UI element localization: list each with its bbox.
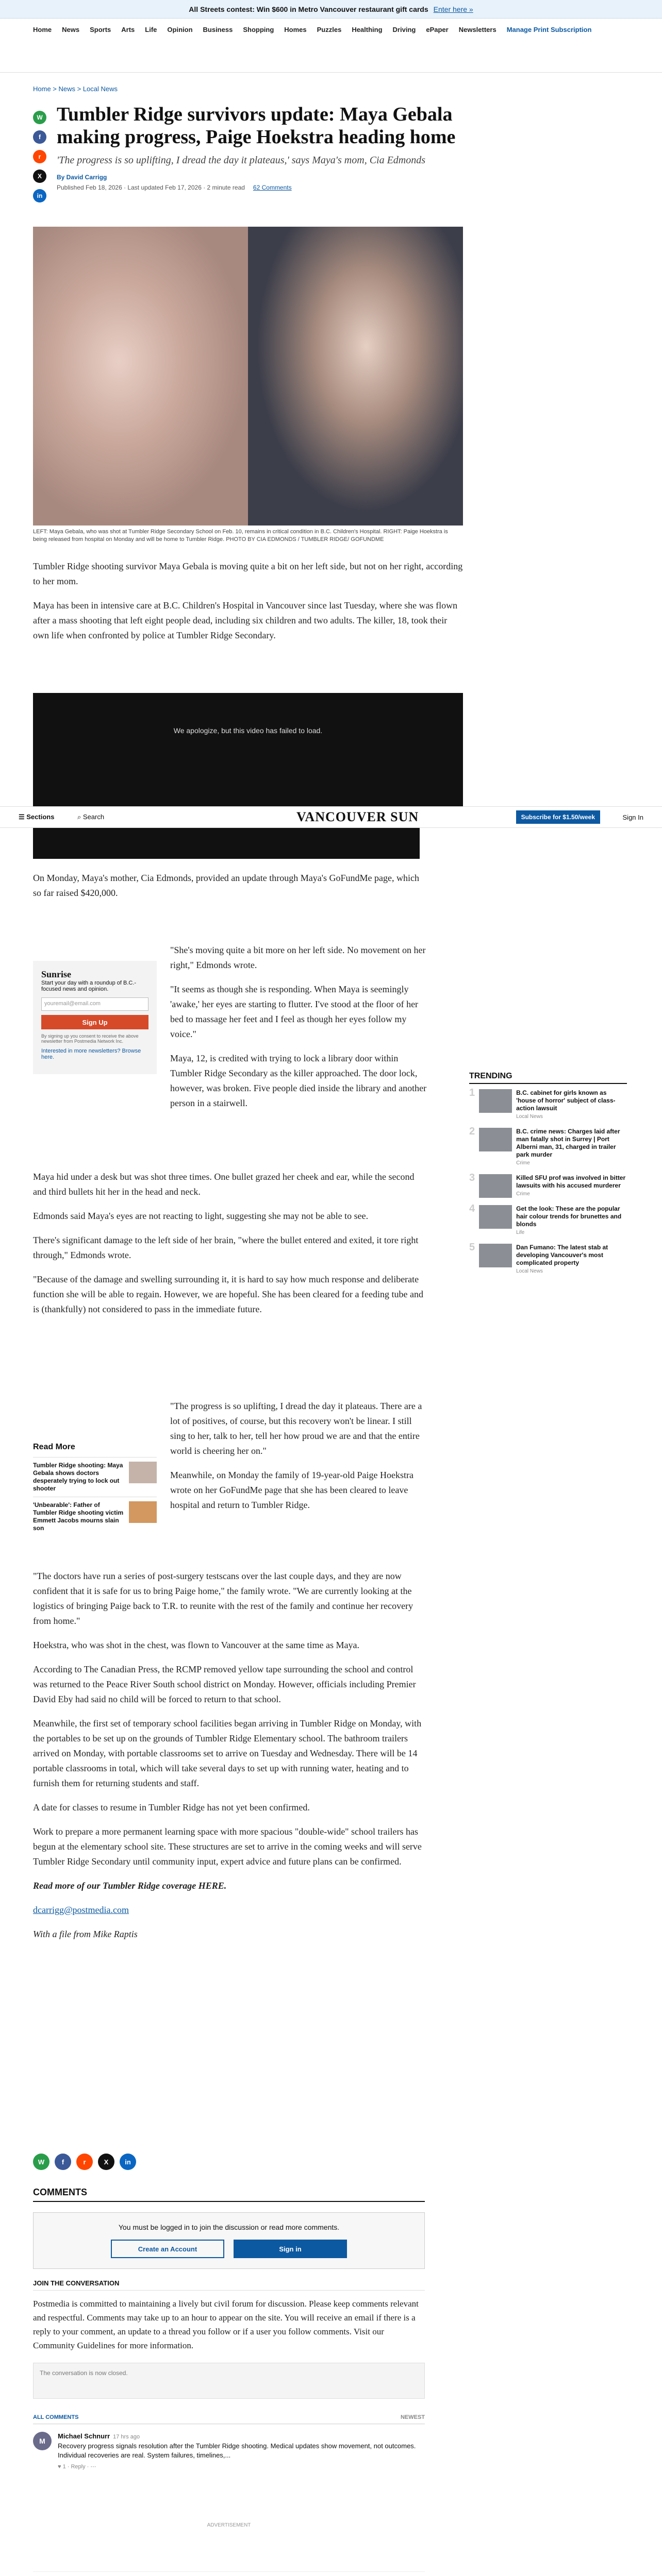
site-header	[0, 19, 662, 73]
paragraph: "Because of the damage and swelling surrounding it, it is hard to say how much response and deliberate function she will be able to regain. However, we are hopeful. She has been cleared for a feeding tube and is (thankfully) not considered to pass in the immediate future.	[33, 1274, 423, 1314]
trending-item[interactable]	[469, 1244, 627, 1275]
paragraph: According to The Canadian Press, the RCMP removed yellow tape surrounding the school and control was returned to the Peace River South school district on Monday. However, officials including Premier David Eby had said no child will be forced to return to that school.	[33, 1664, 416, 1704]
video-error: We apologize, but this video has failed to load.	[173, 726, 323, 735]
search-icon[interactable]: ⌕ Search	[77, 813, 105, 821]
read-more-item[interactable]	[33, 1497, 157, 1536]
read-more-link[interactable]: 'Unbearable': Father of Tumbler Ridge shooting victim Emmett Jacobs mourns slain son	[33, 1501, 124, 1532]
trending-thumb	[479, 1244, 512, 1267]
whatsapp-icon[interactable]: W	[33, 2154, 49, 2170]
trending-thumb	[479, 1174, 512, 1198]
read-more-thumb	[129, 1462, 157, 1483]
video-player[interactable]	[33, 693, 463, 768]
trending-rank: 5	[469, 1242, 475, 1253]
email-link[interactable]: dcarrigg@postmedia.com	[33, 1905, 129, 1915]
manage-print-link[interactable]: Manage Print Subscription	[506, 26, 592, 33]
article-body-3	[170, 1399, 428, 1522]
read-more-box	[33, 1443, 157, 1536]
linkedin-icon[interactable]: in	[33, 189, 46, 202]
breadcrumb[interactable]: Home > News > Local News	[33, 85, 118, 93]
article-body-2	[33, 1170, 425, 1326]
newsletter-fine: By signing up you consent to receive the above newsletter from Postmedia Network Inc.	[41, 1033, 139, 1044]
comment-tabs	[33, 2414, 425, 2424]
ad-slot: ADVERTISEMENT	[207, 2522, 251, 2528]
whatsapp-icon[interactable]: W	[33, 111, 46, 124]
subscribe-button[interactable]: Subscribe for $1.50/week	[516, 810, 600, 824]
newsletter-email-input[interactable]: youremail@email.com	[41, 997, 148, 1011]
nav-item[interactable]: Life	[145, 26, 157, 33]
paragraph: Tumbler Ridge shooting survivor Maya Gebala is moving quite a bit on her left side, but not on her right, according to her mom.	[33, 561, 463, 586]
promo-link[interactable]: Enter here »	[433, 5, 473, 13]
video-player-lower	[33, 768, 463, 806]
paragraph: Maya hid under a desk but was shot three times. One bullet grazed her cheek and ear, while the second and third bullets hit her in the head and neck.	[33, 1172, 415, 1197]
trending-headline[interactable]: B.C. crime news: Charges laid after man fatally shot in Surrey | Port Alberni man, 31, charged in trailer park murder	[516, 1128, 620, 1158]
read-more-title: Read More	[33, 1443, 75, 1451]
site-logo[interactable]: VANCOUVER SUN	[296, 809, 419, 824]
article-body-4	[33, 1569, 425, 1951]
sort-dropdown[interactable]: NEWEST	[400, 2414, 425, 2420]
nav-item[interactable]: Shopping	[243, 26, 274, 33]
trending-section: Crime	[516, 1160, 530, 1166]
trending-headline[interactable]: Dan Fumano: The latest stab at developing Vancouver's most complicated property	[516, 1244, 608, 1266]
newsletter-title: Sunrise	[41, 969, 72, 979]
nav-item[interactable]: Sports	[90, 26, 111, 33]
comment-author[interactable]: Michael Schnurr	[58, 2432, 110, 2440]
login-message: You must be logged in to join the discussion or read more comments.	[118, 2223, 340, 2231]
signin-link[interactable]: Sign In	[622, 813, 643, 821]
avatar: M	[33, 2432, 52, 2450]
paragraph: Meanwhile, the first set of temporary school facilities began arriving in Tumbler Ridge on Monday, with the portables to be set up on the grounds of Tumbler Ridge Elementary school. The bathroom trailers arrived on Monday, with portable classrooms set to arrive on Tuesday and Wednesday. There will be 14 portable classrooms in total, which will take several days to set up with running water, heating and to furnish them for returning students and staff.	[33, 1718, 422, 1788]
reddit-icon[interactable]: r	[76, 2154, 93, 2170]
article-subtitle: 'The progress is so uplifting, I dread the day it plateaus,' says Maya's mom, Cia Edmonds	[57, 155, 426, 166]
publish-date: Published Feb 18, 2026 · Last updated Feb 17, 2026 · 2 minute read	[57, 184, 245, 191]
trending-title: TRENDING	[469, 1072, 627, 1084]
trending-sidebar	[469, 1072, 627, 1282]
paragraph: There's significant damage to the left side of her brain, "where the bullet entered and exited, it tore right through," Edmonds wrote.	[33, 1235, 419, 1260]
nav-item[interactable]: News	[62, 26, 80, 33]
paragraph: Edmonds said Maya's eyes are not reacting to light, suggesting she may not be able to see.	[33, 1211, 369, 1221]
article-title: Tumbler Ridge survivors update: Maya Gebala making progress, Paige Hoekstra heading home	[57, 104, 456, 148]
paragraph: Maya, 12, is credited with trying to lock a library door within Tumbler Ridge Secondary as the killer approached. The door lock, however, was broken. Five people died inside the library and another person in a stairwell.	[170, 1053, 427, 1108]
conversation-closed: The conversation is now closed.	[33, 2363, 425, 2399]
nav-item[interactable]: Home	[33, 26, 52, 33]
paragraph: Maya has been in intensive care at B.C. Children's Hospital in Vancouver since last Tuesday, where she was flown after a mass shooting that left eight people dead, including six children and two adults. The killer, 18, took their own life when confronted by police at Tumbler Ridge Secondary.	[33, 600, 458, 640]
article-header	[57, 103, 463, 191]
top-nav	[33, 26, 591, 33]
article-body-mid	[33, 871, 420, 910]
trending-rank: 3	[469, 1172, 475, 1183]
trending-rank: 4	[469, 1203, 475, 1214]
nav-item[interactable]: Healthing	[352, 26, 383, 33]
trending-thumb	[479, 1128, 512, 1151]
trending-headline[interactable]: B.C. cabinet for girls known as 'house of horror' subject of class-action lawsuit	[516, 1089, 616, 1112]
article-body-top	[33, 559, 463, 652]
read-more-coverage[interactable]: Read more of our Tumbler Ridge coverage HERE.	[33, 1880, 227, 1891]
article-meta	[57, 184, 463, 191]
photo-caption: LEFT: Maya Gebala, who was shot at Tumbler Ridge Secondary School on Feb. 10, remains in critical condition in B.C. Children's Hospital. RIGHT: Paige Hoekstra is being released from hospital on Monday and will be home to Tumbler Ridge. PHOTO BY CIA EDMONDS / TUMBLER RIDGE/ GOFUNDME	[33, 529, 448, 543]
all-comments-tab[interactable]: ALL COMMENTS	[33, 2414, 79, 2420]
photo-left-maya	[33, 227, 248, 526]
comment-time: 17 hrs ago	[113, 2434, 140, 2440]
video-player-bottom	[33, 828, 420, 859]
paragraph: Work to prepare a more permanent learning space with more spacious "double-wide" school trailers has begun at the elementary school site. These structures are set to arrive in the coming weeks and will serve Tumbler Ridge Secondary until community input, expert advice and future plans can be confirmed.	[33, 1826, 422, 1867]
trending-section: Local News	[516, 1114, 543, 1120]
read-more-item[interactable]	[33, 1457, 157, 1497]
sections-menu[interactable]: ☰ Sections	[19, 813, 55, 821]
nav-item[interactable]: Business	[203, 26, 233, 33]
paragraph: "She's moving quite a bit more on her left side. No movement on her right," Edmonds wrote.	[170, 945, 426, 970]
paragraph: "The doctors have run a series of post-surgery testscans over the last couple days, and they are now confident that it is safe for us to bring Paige home," the family wrote. "We are currently looking at the logistics of bringing Paige back to T.R. to reunite with the rest of the family and continue her recovery from home."	[33, 1571, 413, 1626]
trending-section: Crime	[516, 1191, 530, 1197]
share-bottom	[33, 2154, 463, 2170]
nav-item[interactable]: Puzzles	[317, 26, 342, 33]
author-email[interactable]	[33, 1903, 425, 1918]
paragraph: "The progress is so uplifting, I dread the day it plateaus. There are a lot of positives, of course, but this recovery won't be linear. I still sing to her, talk to her, tell her how proud we are and that the entire world is cheering her on."	[170, 1401, 422, 1456]
comment-text: Recovery progress signals resolution after the Tumbler Ridge shooting. Medical updates show movement, not outcomes. Individual recoveries are real. System failures, timelines,...	[58, 2442, 416, 2459]
trending-item[interactable]	[469, 1089, 627, 1121]
paragraph: Hoekstra, who was shot in the chest, was flown to Vancouver at the same time as Maya.	[33, 1640, 360, 1650]
nav-item[interactable]: ePaper	[426, 26, 449, 33]
comment-actions[interactable]: ♥ 1 · Reply · ⋯	[58, 2464, 96, 2470]
paragraph: On Monday, Maya's mother, Cia Edmonds, provided an update through Maya's GoFundMe page, which so far raised $420,000.	[33, 873, 419, 898]
comment-policy: Postmedia is committed to maintaining a lively but civil forum for discussion. Please keep comments relevant and respectful. Comments may take up to an hour to appear on the site. You will receive an email if there is a reply to your comment, an update to a thread you follow or if a user you follow comments. Visit our Community Guidelines for more information.	[33, 2299, 419, 2350]
trending-item[interactable]	[469, 1128, 627, 1167]
trending-rank: 2	[469, 1126, 475, 1137]
trending-rank: 1	[469, 1087, 475, 1098]
article-photo	[33, 227, 463, 526]
trending-headline[interactable]: Get the look: These are the popular hair colour trends for brunettes and blonds	[516, 1205, 622, 1228]
newsletter-more[interactable]: Interested in more newsletters? Browse here.	[41, 1048, 141, 1060]
facebook-icon[interactable]: f	[33, 130, 46, 144]
sticky-header	[0, 806, 662, 828]
nav-item[interactable]: Driving	[392, 26, 416, 33]
trending-section: Local News	[516, 1268, 543, 1274]
read-more-link[interactable]: Tumbler Ridge shooting: Maya Gebala shows doctors desperately trying to lock out shooter	[33, 1462, 123, 1492]
newsletter-desc: Start your day with a roundup of B.C.-focused news and opinion.	[41, 980, 137, 992]
trending-headline[interactable]: Killed SFU prof was involved in bitter lawsuits with his accused murderer	[516, 1174, 626, 1189]
newsletter-signup-button[interactable]: Sign Up	[41, 1015, 148, 1029]
comments-link[interactable]: 62 Comments	[253, 184, 292, 191]
byline[interactable]: By David Carrigg	[57, 174, 107, 181]
x-icon[interactable]: X	[98, 2154, 114, 2170]
nav-item[interactable]: Newsletters	[458, 26, 496, 33]
comments-title: COMMENTS	[33, 2187, 425, 2202]
nav-item[interactable]: Homes	[284, 26, 307, 33]
reddit-icon[interactable]: r	[33, 150, 46, 163]
comment	[33, 2571, 425, 2576]
promo-text: All Streets contest: Win $600 in Metro Vancouver restaurant gift cards	[189, 5, 428, 13]
promo-banner	[0, 0, 662, 19]
trending-thumb	[479, 1205, 512, 1229]
trending-item[interactable]	[469, 1174, 627, 1198]
comments-section	[33, 2187, 425, 2576]
trending-item[interactable]	[469, 1205, 627, 1236]
trending-thumb	[479, 1089, 512, 1113]
paragraph: Meanwhile, on Monday the family of 19-year-old Paige Hoekstra wrote on her GoFundMe page that she has been cleared to leave hospital and return to Tumbler Ridge.	[170, 1470, 414, 1510]
facebook-icon[interactable]: f	[55, 2154, 71, 2170]
login-box	[33, 2212, 425, 2269]
share-rail	[33, 111, 48, 202]
paragraph: "It seems as though she is responding. When Maya is seemingly 'awake,' her eyes are starting to flutter. I've stood at the floor of her bed to massage her feet and I feel as though her eyes follow my voice."	[170, 984, 419, 1039]
nav-item[interactable]: Arts	[121, 26, 135, 33]
signin-button[interactable]: Sign in	[234, 2240, 347, 2258]
newsletter-signup	[33, 961, 157, 1074]
trending-section: Life	[516, 1230, 525, 1235]
article-body-quotes	[170, 943, 428, 1120]
photo-right-paige	[248, 227, 463, 526]
comment	[33, 2424, 425, 2479]
create-account-button[interactable]: Create an Account	[111, 2240, 224, 2258]
linkedin-icon[interactable]: in	[120, 2154, 136, 2170]
x-icon[interactable]: X	[33, 170, 46, 183]
join-conversation: JOIN THE CONVERSATION	[33, 2279, 425, 2291]
file-credit: With a file from Mike Raptis	[33, 1929, 138, 1939]
paragraph: A date for classes to resume in Tumbler Ridge has not yet been confirmed.	[33, 1802, 310, 1812]
nav-item[interactable]: Opinion	[167, 26, 193, 33]
read-more-thumb	[129, 1501, 157, 1523]
